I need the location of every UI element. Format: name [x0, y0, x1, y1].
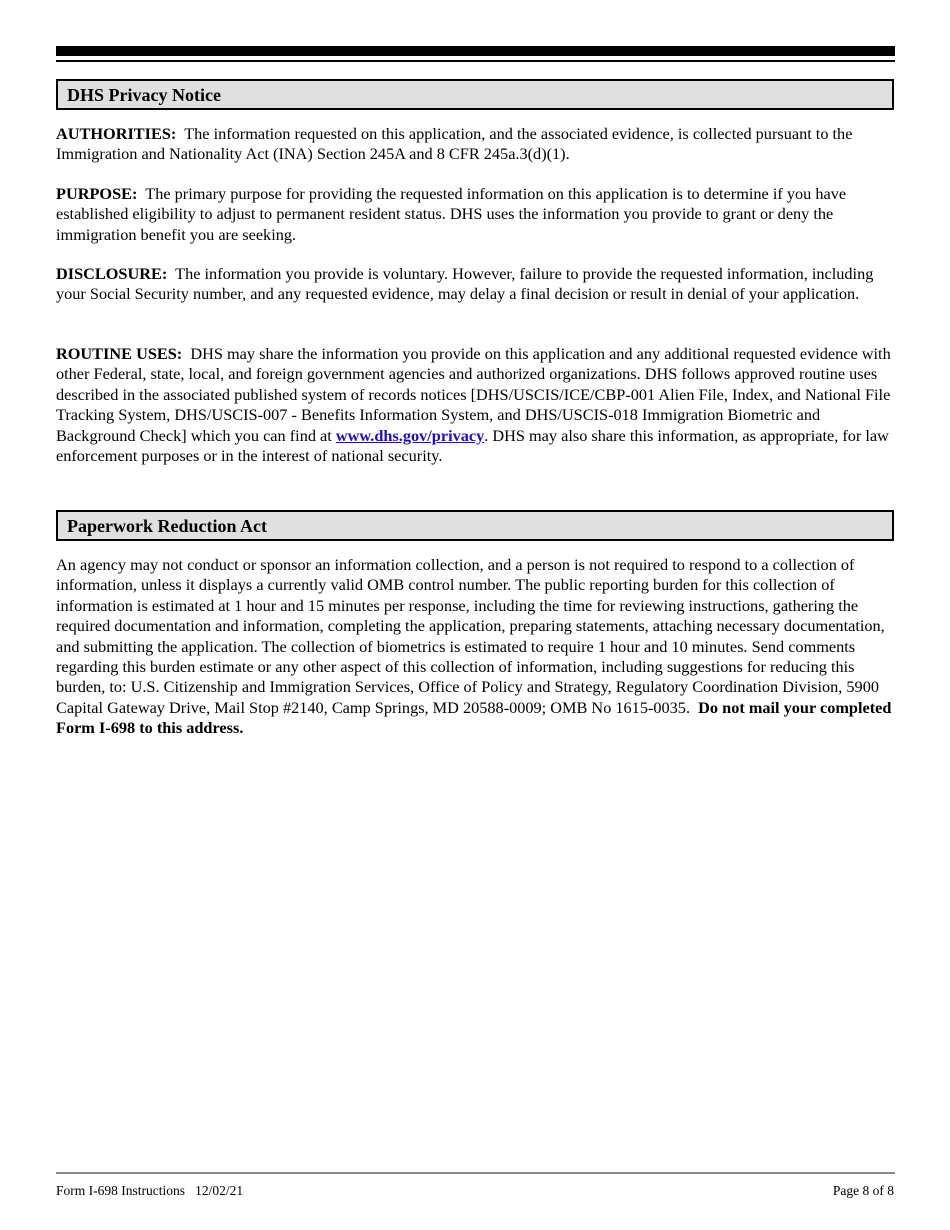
routine-uses-text-end: . DHS may also share this information, as appropriate, for law enforcement purposes or in the interest of national security. — [56, 425, 889, 466]
disclosure-text: The information you provide is voluntary. However, failure to provide the requested information, including your Social Security number, and any requested evidence, may delay a final decision or result in denial of your application. — [56, 264, 874, 304]
purpose-text: The primary purpose for providing the requested information on this application is to determine if you have established eligibility to adjust to permanent resident status. DHS uses the information you provide to grant or deny the immigration benefit you are seeking. — [56, 184, 847, 244]
purpose-paragraph — [56, 184, 896, 245]
routine-uses-paragraph — [56, 344, 896, 466]
disclosure-label: DISCLOSURE: — [56, 264, 168, 283]
paperwork-paragraph — [56, 555, 896, 739]
purpose-label: PURPOSE: — [56, 184, 138, 203]
paperwork-bold-notice: Do not mail your completed Form I-698 to this address. — [56, 697, 892, 738]
authorities-label: AUTHORITIES: — [56, 124, 177, 143]
authorities-text: The information requested on this application, and the associated evidence, is collected pursuant to the Immigration and Nationality Act (INA) Section 245A and 8 CFR 245a.3(d)(1). — [56, 124, 853, 164]
footer-rule — [56, 1172, 895, 1174]
top-rule-thin — [56, 60, 895, 62]
footer-form-info: Form I-698 Instructions 12/02/21 — [56, 1183, 244, 1198]
privacy-notice-heading — [56, 79, 894, 110]
top-rule-thick — [56, 46, 895, 56]
paperwork-reduction-heading — [56, 510, 894, 541]
authorities-paragraph — [56, 124, 896, 165]
paperwork-text: An agency may not conduct or sponsor an information collection, and a person is not required to respond to a collection of information, unless it displays a currently valid OMB control number. The public reporting burden for this collection of information is estimated at 1 hour and 15 minutes per response, including the time for reviewing instructions, gathering the required documentation and information, completing the application, preparing statements, attaching necessary documentation, and submitting the application. The collection of biometrics is estimated to require 1 hour and 10 minutes. Send comments regarding this burden estimate or any other aspect of this collection of information, including suggestions for reducing this burden, to: U.S. Citizenship and Immigration Services, Office of Policy and Strategy, Regulatory Coordination Division, 5900 Capital Gateway Drive, Mail Stop #2140, Camp Springs, MD 20588-0009; OMB No 1615-0035. — [56, 555, 885, 717]
dhs-privacy-link[interactable]: www.dhs.gov/privacy — [335, 425, 485, 445]
heading-text: DHS Privacy Notice — [67, 85, 221, 105]
heading-text: Paperwork Reduction Act — [67, 516, 267, 536]
footer-page-number: Page 8 of 8 — [832, 1183, 894, 1198]
routine-uses-label: ROUTINE USES: — [56, 344, 183, 363]
routine-uses-text: DHS may share the information you provide on this application and any additional requested evidence with other Federal, state, local, and foreign government agencies and authorized organizations. DHS follows approved routine uses described in the associated published system of records notices [DHS/USCIS/ICE/CBP-001 Alien File, Index, and National File Tracking System, DHS/USCIS-007 - Benefits Information System, and DHS/USCIS-018 Immigration Biometric and Background Check] which you can find at — [56, 344, 891, 445]
disclosure-paragraph — [56, 264, 896, 305]
